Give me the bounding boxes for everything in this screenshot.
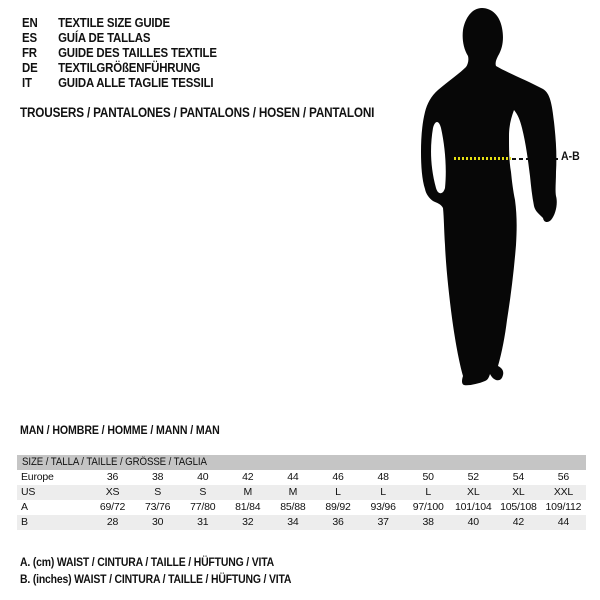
- lang-code: DE: [22, 60, 38, 75]
- size-cell: 69/72: [99, 501, 126, 513]
- size-cell: 34: [287, 516, 299, 528]
- footnote-b: B. (inches) WAIST / CINTURA / TAILLE / HÜFTUNG / VITA: [20, 572, 292, 586]
- size-cell: 36: [332, 516, 344, 528]
- size-cell: 40: [467, 516, 479, 528]
- size-cell: 32: [242, 516, 254, 528]
- size-cell: XL: [467, 486, 480, 498]
- lang-code: IT: [22, 75, 32, 90]
- size-cell: 42: [512, 516, 524, 528]
- size-table-rows: [17, 470, 586, 530]
- size-cell: 28: [106, 516, 119, 528]
- size-cell: 101/104: [454, 501, 492, 513]
- size-cell: 109/112: [545, 501, 582, 513]
- category-title: TROUSERS / PANTALONES / PANTALONS / HOSEN / PANTALONI: [20, 105, 375, 120]
- size-cell: 46: [332, 471, 344, 483]
- size-cell: 36: [106, 471, 119, 483]
- size-cell: 44: [287, 471, 299, 483]
- lang-label: GUÍA DE TALLAS: [58, 30, 151, 45]
- size-cell: XS: [105, 486, 120, 498]
- measure-label: A-B: [561, 151, 580, 163]
- size-cell: 38: [151, 471, 164, 483]
- size-table-header: [17, 455, 586, 470]
- size-table-header-text: SIZE / TALLA / TAILLE / GRÖSSE / TAGLIA: [22, 456, 207, 468]
- size-cell: 42: [242, 471, 254, 483]
- size-cell: 52: [467, 471, 479, 483]
- footnote-a: A. (cm) WAIST / CINTURA / TAILLE / HÜFTUNG / VITA: [20, 555, 275, 569]
- size-cell: 97/100: [412, 501, 444, 513]
- lang-line-fr: [22, 45, 217, 60]
- size-cell: 56: [557, 471, 570, 483]
- size-cell: 48: [377, 471, 389, 483]
- size-cell: 93/96: [370, 501, 396, 513]
- lang-line-it: [22, 75, 217, 90]
- man-silhouette: [410, 0, 580, 400]
- size-cell: 37: [377, 516, 389, 528]
- size-cell: M: [243, 486, 253, 498]
- size-cell: 77/80: [190, 501, 216, 513]
- table-row: [17, 470, 586, 485]
- size-cell: L: [380, 486, 386, 498]
- size-cell: 40: [197, 471, 209, 483]
- table-row: [17, 515, 586, 530]
- size-cell: 85/88: [280, 501, 306, 513]
- size-cell: L: [425, 486, 431, 498]
- size-cell: 89/92: [325, 501, 351, 513]
- size-cell: 105/108: [500, 501, 537, 513]
- lang-code: EN: [22, 15, 38, 30]
- size-cell: L: [335, 486, 341, 498]
- table-row: [17, 500, 586, 515]
- lang-label: GUIDE DES TAILLES TEXTILE: [58, 45, 217, 60]
- man-silhouette-path: [421, 8, 557, 385]
- row-label: US: [21, 486, 36, 498]
- size-cell: 73/76: [144, 501, 171, 513]
- table-row: [17, 485, 586, 500]
- size-cell: XL: [512, 486, 525, 498]
- lang-label: TEXTILE SIZE GUIDE: [58, 15, 170, 30]
- size-cell: 81/84: [235, 501, 261, 513]
- size-cell: 54: [512, 471, 524, 483]
- waist-measure-dotted-line: [454, 157, 511, 160]
- size-cell: 38: [422, 516, 434, 528]
- size-cell: 50: [422, 471, 434, 483]
- size-cell: S: [154, 486, 162, 498]
- row-label: A: [21, 501, 28, 513]
- size-table: [17, 455, 586, 530]
- size-cell: M: [288, 486, 298, 498]
- lang-line-de: [22, 60, 217, 75]
- row-label: B: [21, 516, 28, 528]
- lang-label: TEXTILGRÖßENFÜHRUNG: [58, 60, 201, 75]
- size-cell: S: [199, 486, 207, 498]
- lang-code: FR: [22, 45, 37, 60]
- section-title-man: MAN / HOMBRE / HOMME / MANN / MAN: [20, 425, 220, 437]
- size-cell: XXL: [553, 486, 574, 498]
- size-cell: 30: [151, 516, 164, 528]
- lang-line-en: [22, 15, 217, 30]
- size-cell: 44: [557, 516, 570, 528]
- language-title-block: [22, 15, 243, 90]
- row-label: Europe: [21, 471, 54, 483]
- lang-code: ES: [22, 30, 37, 45]
- size-cell: 31: [197, 516, 209, 528]
- lang-line-es: [22, 30, 217, 45]
- lang-label: GUIDA ALLE TAGLIE TESSILI: [58, 75, 214, 90]
